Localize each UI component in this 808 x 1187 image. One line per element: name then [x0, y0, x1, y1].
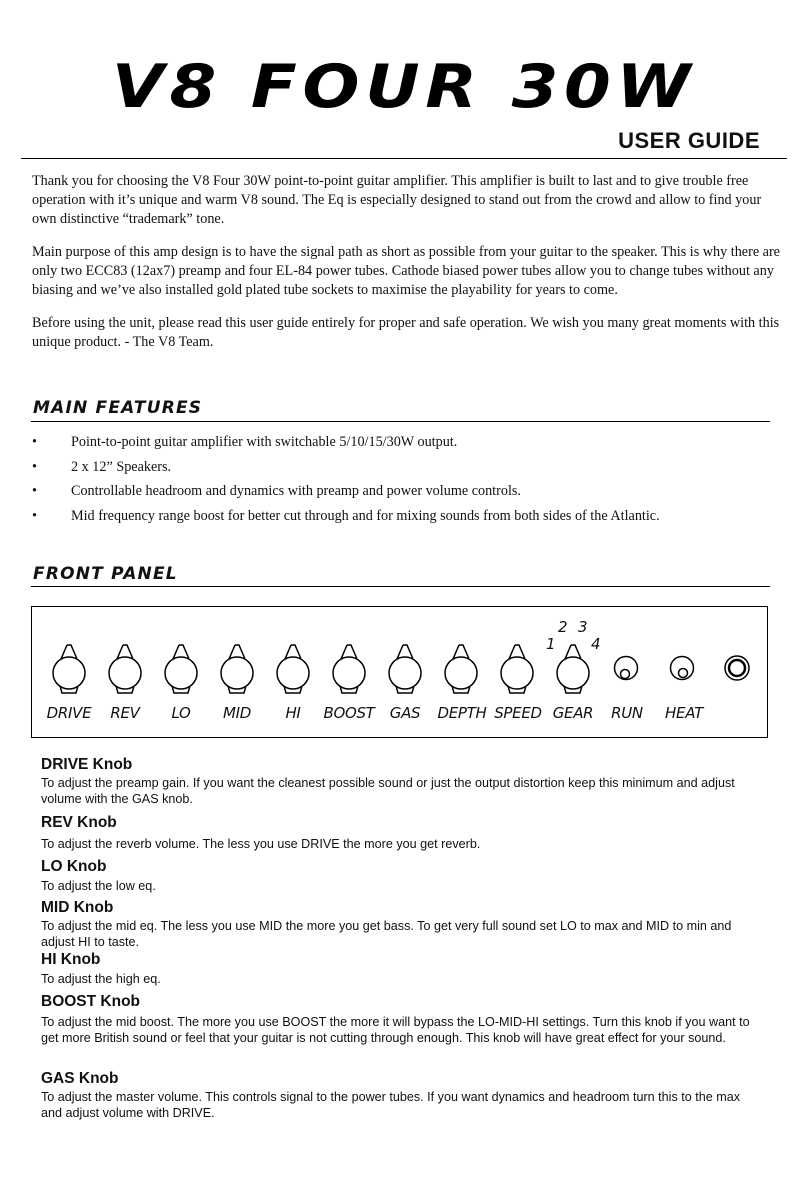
- rev-label: REV: [110, 704, 140, 722]
- lo-knob-desc: To adjust the low eq.: [41, 879, 156, 893]
- knob-icon: [107, 643, 143, 695]
- lo-knob-title: LO Knob: [41, 858, 107, 875]
- mid-knob[interactable]: [219, 643, 255, 695]
- hi-label: HI: [285, 704, 301, 722]
- rev-knob[interactable]: [107, 643, 143, 695]
- front-panel-rule: [31, 586, 770, 587]
- gear-position-1: 1: [546, 635, 556, 653]
- gas-knob-title: GAS Knob: [41, 1070, 119, 1087]
- run-label: RUN: [611, 704, 643, 722]
- feature-item: [32, 504, 782, 529]
- rev-knob-title: REV Knob: [41, 814, 117, 831]
- knob-icon: [443, 643, 479, 695]
- knob-icon: [275, 643, 311, 695]
- main-features-rule: [31, 421, 770, 422]
- knob-icon: [51, 643, 87, 695]
- front-panel-diagram: [31, 606, 768, 738]
- title-rule: [21, 158, 787, 159]
- document-title: V8 FOUR 30W: [111, 52, 697, 122]
- speed-label: SPEED: [494, 704, 542, 722]
- depth-label: DEPTH: [437, 704, 487, 722]
- feature-item: [32, 455, 782, 480]
- feature-text: Controllable headroom and dynamics with preamp and power volume controls.: [71, 483, 521, 499]
- speed-knob[interactable]: [499, 643, 535, 695]
- boost-label: BOOST: [323, 704, 375, 722]
- gear-label: GEAR: [552, 704, 594, 722]
- bullet: •: [32, 507, 37, 524]
- knob-icon: [163, 643, 199, 695]
- drive-knob-title: DRIVE Knob: [41, 756, 133, 773]
- bullet: •: [32, 483, 37, 499]
- toggle-switch-icon: [612, 655, 640, 685]
- gear-knob[interactable]: [555, 643, 591, 695]
- gas-knob[interactable]: [387, 643, 423, 695]
- feature-item: [32, 479, 782, 504]
- mid-knob-desc: To adjust the mid eq. The less you use MID the more you get bass. To get very full sound set LO to max and MID to min and adjust HI to taste.: [41, 919, 732, 949]
- hi-knob-title: HI Knob: [41, 951, 101, 968]
- input-jack[interactable]: [723, 654, 751, 687]
- gas-label: GAS: [389, 704, 421, 722]
- bullet: •: [32, 434, 37, 450]
- rev-knob-desc: To adjust the reverb volume. The less you use DRIVE the more you get reverb.: [41, 837, 481, 851]
- lo-knob[interactable]: [163, 643, 199, 695]
- knob-icon: [555, 643, 591, 695]
- jack-icon: [723, 654, 751, 682]
- mid-knob-title: MID Knob: [41, 899, 114, 916]
- mid-label: MID: [222, 704, 252, 722]
- toggle-switch-icon: [668, 655, 696, 685]
- gear-position-4: 4: [591, 635, 601, 653]
- drive-knob-desc: To adjust the preamp gain. If you want the cleanest possible sound or just the output distortion keep this minimum and adjust volume with the GAS knob.: [41, 776, 735, 806]
- knob-icon: [387, 643, 423, 695]
- features-list: [32, 430, 782, 528]
- hi-knob[interactable]: [275, 643, 311, 695]
- depth-knob[interactable]: [443, 643, 479, 695]
- feature-text: Mid frequency range boost for better cut through and for mixing sounds from both sides of the Atlantic.: [71, 507, 660, 524]
- knob-icon: [331, 643, 367, 695]
- drive-knob[interactable]: [51, 643, 87, 695]
- heat-switch[interactable]: [668, 655, 696, 690]
- hi-knob-desc: To adjust the high eq.: [41, 972, 161, 986]
- feature-item: [32, 430, 782, 455]
- feature-text: Point-to-point guitar amplifier with switchable 5/10/15/30W output.: [71, 434, 458, 450]
- intro-paragraph-1: Thank you for choosing the V8 Four 30W point-to-point guitar amplifier. This amplifier is built to last and to give trouble free operation with it’s unique and warm V8 sound. The Eq is especially designed to stand out from the crowd and allow to find your own distinctive “trademark” tone.: [32, 173, 762, 227]
- boost-knob-desc: To adjust the mid boost. The more you use BOOST the more it will bypass the LO-MID-HI settings. Turn this knob if you want to get more British sound or feel that your guitar is not cutting through enough. This knob will have great effect for your sound.: [41, 1015, 750, 1045]
- run-switch[interactable]: [612, 655, 640, 690]
- heat-label: HEAT: [665, 704, 703, 722]
- main-features-heading: MAIN FEATURES: [33, 398, 203, 418]
- intro-paragraph-2: Main purpose of this amp design is to have the signal path as short as possible from your guitar to the speaker. This is why there are only two ECC83 (12ax7) preamp and four EL-84 power tubes. Cathode biased power tubes allow you to change tubes without any biasing and we’ve also installed gold plated tube sockets to maximise the playability for years to come.: [32, 244, 780, 298]
- bullet: •: [32, 458, 37, 475]
- knob-icon: [219, 643, 255, 695]
- lo-label: LO: [171, 704, 191, 722]
- drive-label: DRIVE: [46, 704, 92, 722]
- boost-knob[interactable]: [331, 643, 367, 695]
- document-subtitle: USER GUIDE: [618, 128, 760, 153]
- feature-text: 2 x 12” Speakers.: [71, 458, 172, 475]
- gear-position-2: 2: [558, 618, 568, 636]
- intro-paragraph-3: Before using the unit, please read this user guide entirely for proper and safe operation. We wish you many great moments with this unique product. - The V8 Team.: [32, 315, 780, 350]
- front-panel-heading: FRONT PANEL: [33, 564, 178, 584]
- knob-icon: [499, 643, 535, 695]
- boost-knob-title: BOOST Knob: [41, 993, 141, 1010]
- gas-knob-desc: To adjust the master volume. This controls signal to the power tubes. If you want dynamics and headroom turn this to the max and adjust volume with DRIVE.: [41, 1090, 741, 1120]
- gear-position-3: 3: [578, 618, 588, 636]
